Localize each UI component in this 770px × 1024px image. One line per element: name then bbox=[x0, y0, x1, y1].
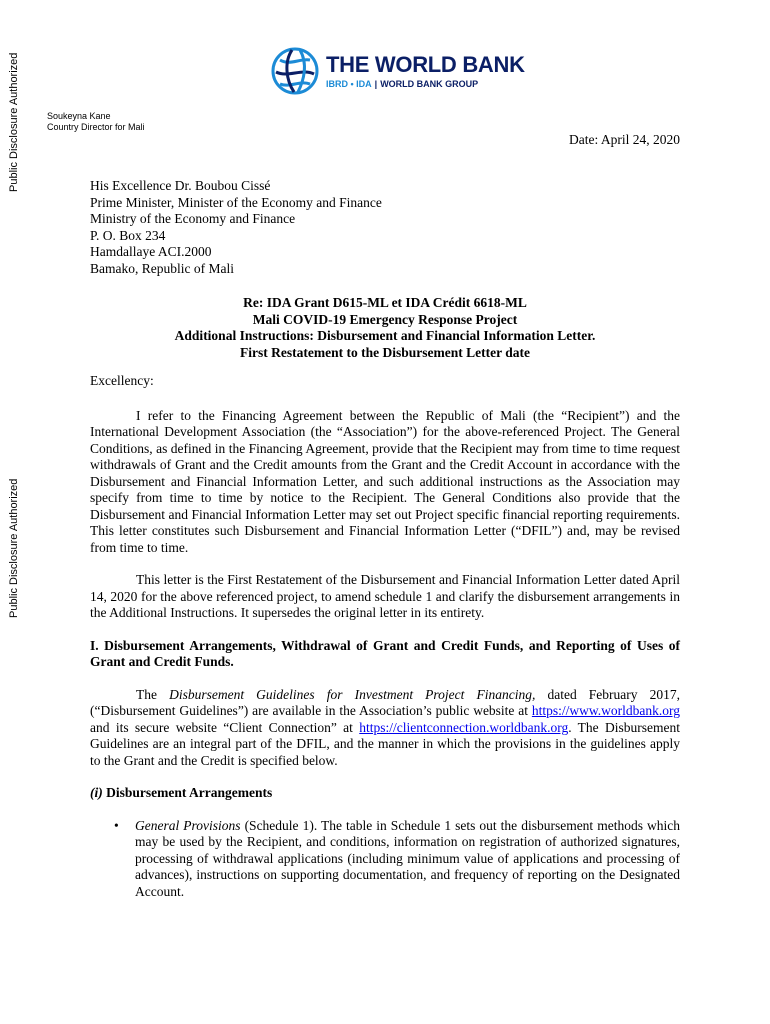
subsection-heading-arrangements: (i) Disbursement Arrangements bbox=[90, 785, 273, 800]
paragraph-disbursement-guidelines: The Disbursement Guidelines for Investment Project Financing, dated February 2017, (“Disbursement Guidelines”) are available in the Association’s public website at https://www.worldbank.org and its secure website “Client Connection” at https://clientconnection.worldbank.org. The Disbursement Guidelines are an integral part of the DFIL, and the manner in which the provisions in the guidelines apply to the Grant and the Credit is specified below. bbox=[90, 686, 680, 768]
letter-body bbox=[90, 178, 680, 900]
section-heading-disbursement: I. Disbursement Arrangements, Withdrawal of Grant and Credit Funds, and Reporting of Uses of Grant and Credit Funds. bbox=[90, 637, 680, 669]
sender-name: Soukeyna Kane bbox=[47, 111, 111, 121]
subject-line: Re: IDA Grant D615-ML et IDA Crédit 6618-ML bbox=[243, 295, 527, 310]
sender-title: Country Director for Mali bbox=[47, 122, 145, 132]
worldbank-link[interactable]: https://www.worldbank.org bbox=[531, 703, 680, 718]
letter-date: Date: April 24, 2020 bbox=[569, 132, 680, 147]
subject-line: Mali COVID-19 Emergency Response Project bbox=[252, 311, 518, 327]
paragraph-first-restatement: This letter is the First Restatement of the Disbursement and Financial Information Letter dated April 14, 2020 for the above referenced project, to amend schedule 1 and clarify the disbursement arrangements in the Additional Instructions. It supersedes the original letter in its entirety. bbox=[90, 572, 680, 620]
paragraph-financing-agreement: I refer to the Financing Agreement between the Republic of Mali (the “Recipient”) and the International Development Association (the “Association”) for the above-referenced Project. The General Conditions, as defined in the Financing Agreement, provide that the Recipient may from time to time request withdrawals of Grant and the Credit amounts from the Grant and the Credit Account in accordance with the Disbursement and Financial Information Letter, and such additional instructions as the Association may specify from time to time by notice to the Recipient. The General Conditions also provide that the Disbursement and Financial Information Letter may set out Project specific financial reporting requirements. This letter constitutes such Disbursement and Financial Information Letter (“DFIL”) and, may be revised from time to time. bbox=[90, 407, 680, 555]
bullet-icon: • bbox=[114, 817, 119, 833]
addressee-block bbox=[90, 178, 680, 277]
salutation: Excellency: bbox=[90, 373, 154, 388]
disclosure-label-top: Public Disclosure Authorized bbox=[8, 52, 20, 192]
disclosure-label-middle: Public Disclosure Authorized bbox=[8, 478, 20, 618]
addressee-line: Prime Minister, Minister of the Economy and Finance bbox=[90, 194, 382, 210]
world-bank-logo bbox=[270, 46, 525, 96]
addressee-line: Hamdallaye ACI.2000 bbox=[90, 244, 212, 259]
list-item-general-provisions: • General Provisions (Schedule 1). The table in Schedule 1 sets out the disbursement methods which may be used by the Recipient, and conditions, information on registration of authorized signatures, processing of withdrawal applications (including minimum value of applications and processing of advances), instructions on supporting documentation, and frequency of reporting on the Designated Account. bbox=[114, 817, 680, 899]
addressee-line: Ministry of the Economy and Finance bbox=[90, 211, 296, 226]
addressee-line: Bamako, Republic of Mali bbox=[90, 260, 234, 276]
guidelines-title: Disbursement Guidelines for Investment Project Financing, bbox=[169, 686, 536, 702]
client-connection-link[interactable]: https://clientconnection.worldbank.org bbox=[359, 719, 569, 735]
logo-subtitle: IBRD • IDA | WORLD BANK GROUP bbox=[326, 79, 479, 89]
logo-name: THE WORLD BANK bbox=[326, 52, 525, 77]
globe-logo-icon bbox=[270, 46, 320, 96]
bullet-title: General Provisions bbox=[135, 817, 241, 833]
sender-block bbox=[47, 111, 145, 133]
addressee-line: His Excellence Dr. Boubou Cissé bbox=[90, 178, 271, 193]
subject-line: First Restatement to the Disbursement Letter date bbox=[240, 344, 530, 360]
addressee-line: P. O. Box 234 bbox=[90, 227, 166, 243]
subject-block bbox=[90, 295, 680, 361]
subject-line: Additional Instructions: Disbursement and Financial Information Letter. bbox=[174, 328, 596, 343]
